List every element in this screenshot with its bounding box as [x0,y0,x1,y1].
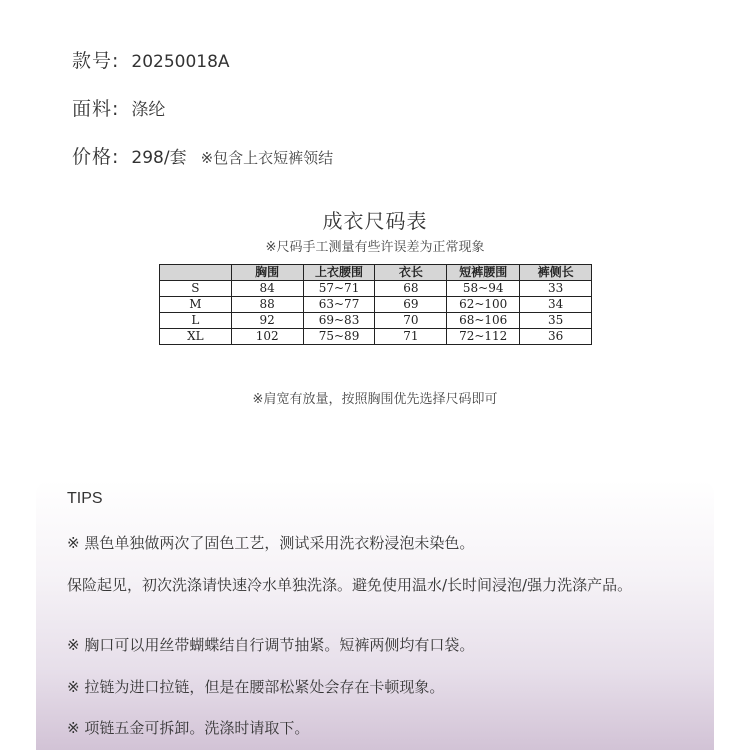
table-cell: 88 [231,297,303,313]
table-cell: 70 [375,313,447,329]
header-cell-side-length: 裤侧长 [520,265,592,281]
header-cell-top-waist: 上衣腰围 [303,265,375,281]
fabric-row [72,94,165,121]
table-cell: 62~100 [447,297,520,313]
price-row [72,142,333,169]
table-cell: M [160,297,232,313]
style-number-row [72,46,230,73]
price-note: ※包含上衣短裤领结 [200,149,334,167]
header-cell-shorts-waist: 短裤腰围 [447,265,520,281]
table-cell: 69~83 [303,313,375,329]
header-cell-length: 衣长 [375,265,447,281]
tips-title: TIPS [67,490,103,507]
table-row [160,297,592,313]
table-cell: 102 [231,329,303,345]
size-chart-title: 成衣尺码表 [322,209,428,233]
fabric-value: 涤纶 [131,100,166,120]
table-cell: 35 [520,313,592,329]
table-cell: 68 [375,281,447,297]
size-table [159,264,592,345]
style-number-value: 20250018A [131,52,230,72]
table-cell: 36 [520,329,592,345]
header-cell-chest: 胸围 [231,265,303,281]
table-cell: 34 [520,297,592,313]
table-cell: L [160,313,232,329]
price-value: 298/套 [131,148,187,168]
table-cell: 84 [231,281,303,297]
fabric-label: 面料: [72,98,120,120]
table-cell: 72~112 [447,329,520,345]
table-cell: 71 [375,329,447,345]
table-cell: 92 [231,313,303,329]
table-cell: 69 [375,297,447,313]
table-cell: 63~77 [303,297,375,313]
header-cell-size [160,265,232,281]
fit-note: ※肩宽有放量，按照胸围优先选择尺码即可 [252,392,498,407]
tip-item: ※ 胸口可以用丝带蝴蝶结自行调节抽紧。短裤两侧均有口袋。 [67,636,475,654]
table-row [160,313,592,329]
table-cell: 58~94 [447,281,520,297]
table-cell: 33 [520,281,592,297]
table-cell: 57~71 [303,281,375,297]
table-cell: 68~106 [447,313,520,329]
table-cell: XL [160,329,232,345]
tips-panel [36,480,714,750]
tip-item: ※ 黑色单独做两次了固色工艺，测试采用洗衣粉浸泡未染色。 [67,534,475,552]
table-cell: S [160,281,232,297]
table-row [160,329,592,345]
size-table-header-row [160,265,592,281]
tip-item: ※ 项链五金可拆卸。洗涤时请取下。 [67,719,310,737]
style-number-label: 款号: [72,50,120,72]
tip-item: 保险起见，初次洗涤请快速冷水单独洗涤。避免使用温水/长时间浸泡/强力洗涤产品。 [67,576,633,594]
tip-item: ※ 拉链为进口拉链，但是在腰部松紧处会存在卡顿现象。 [67,678,445,696]
table-row [160,281,592,297]
size-chart-subtitle: ※尺码手工测量有些许误差为正常现象 [265,240,485,255]
table-cell: 75~89 [303,329,375,345]
price-label: 价格: [72,146,120,168]
